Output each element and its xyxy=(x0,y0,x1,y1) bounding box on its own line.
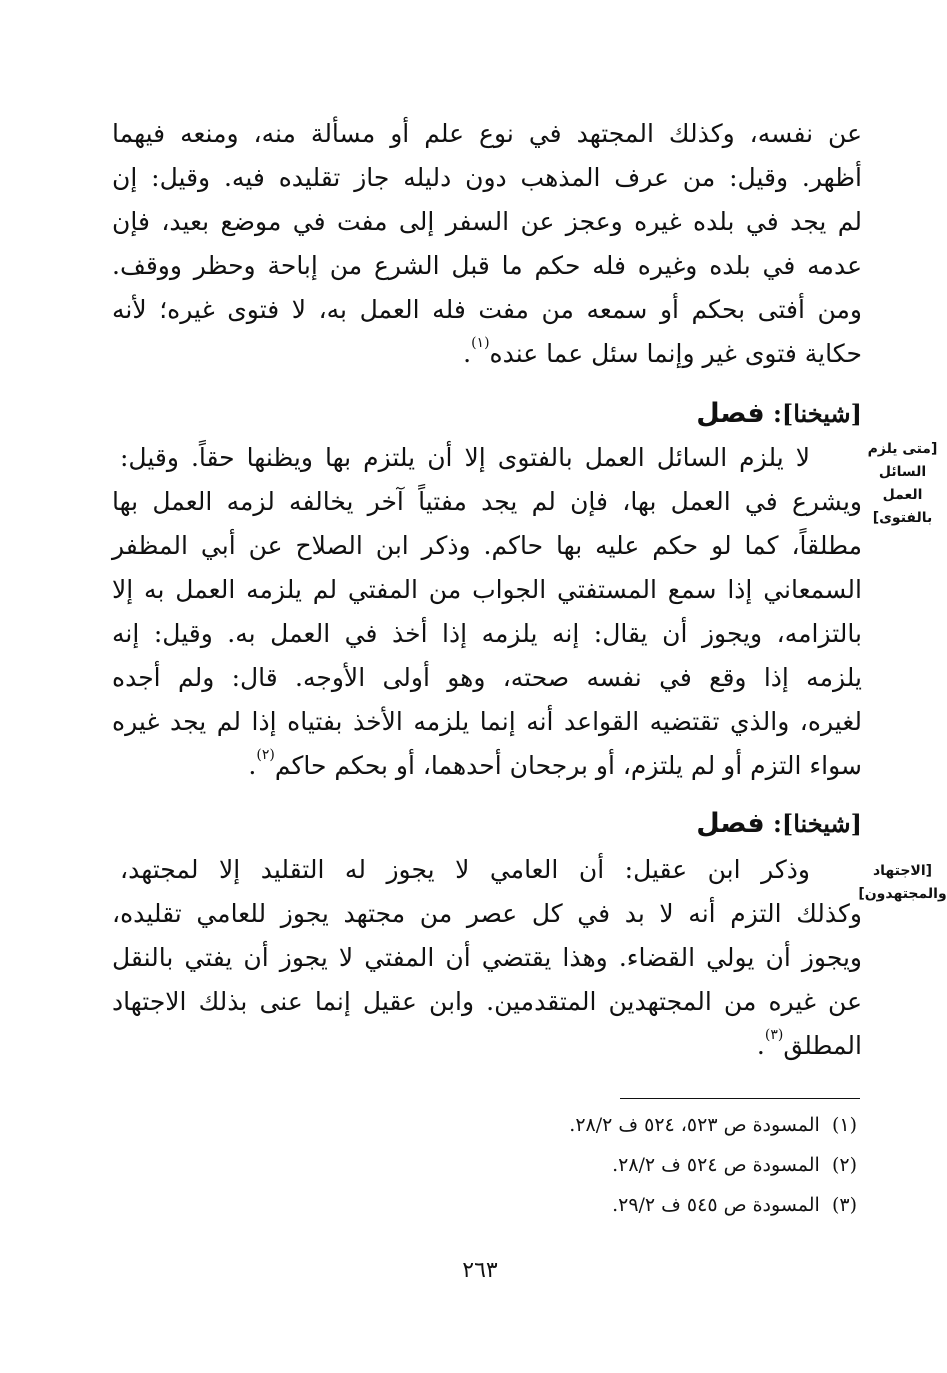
text-line: لغيره، والذي تقتضيه القواعد أنه إنما يلزمه الأخذ بفتياه إذا لم يجد غيره xyxy=(112,707,862,736)
text-line: ومن أفتى بحكم أو سمعه من مفت فله العمل به، لا فتوى غيره؛ لأنه xyxy=(112,295,862,324)
text-line: وذكر ابن عقيل: أن العامي لا يجوز له التقليد إلا لمجتهد، xyxy=(120,855,810,884)
text-line: السمعاني إذا سمع المستفتي الجواب من المفتي لم يلزمه العمل به إلا xyxy=(112,575,862,604)
footnote-number: (٢) xyxy=(831,1154,857,1176)
footnote-text: المسودة ص ٥٤٥ ف ٢٩/٢. xyxy=(612,1194,820,1216)
footnote-number: (١) xyxy=(831,1114,857,1136)
text-line-content: المطلق xyxy=(783,1031,862,1060)
text-line xyxy=(112,332,862,376)
footnote xyxy=(569,1185,857,1225)
text-line: أظهر. وقيل: من عرف المذهب دون دليله جاز تقليده فيه. وقيل: إن xyxy=(112,163,863,192)
section1-paragraph-cont xyxy=(112,480,862,788)
heading-word: فصل xyxy=(696,808,765,839)
text-line xyxy=(112,744,862,788)
margin-note xyxy=(858,438,947,530)
margin-note xyxy=(858,860,947,906)
page-number: ٢٦٣ xyxy=(462,1258,498,1283)
text-line: لا يلزم السائل العمل بالفتوى إلا أن يلتزم بها ويظنها حقاً. وقيل: xyxy=(120,443,810,472)
footnote-number: (٣) xyxy=(831,1194,857,1216)
text-line: لم يجد في بلده غيره وعجز عن السفر إلى مفت في موضع بعيد، فإن xyxy=(112,207,862,236)
text-line: ويجوز أن يولي القضاء. وهذا يقتضي أن المفتي لا يجوز أن يفتي بالنقل xyxy=(112,943,862,972)
footnote-text: المسودة ص ٥٢٤ ف ٢٨/٢. xyxy=(612,1154,820,1176)
text-line-content: سواء التزم أو لم يلتزم، أو برجحان أحدهما، أو بحكم حاكم xyxy=(274,751,862,780)
section1-paragraph xyxy=(120,436,810,480)
section2-paragraph-cont xyxy=(112,892,862,1068)
section-heading xyxy=(696,398,862,430)
sentence-end: . xyxy=(756,1031,765,1060)
footnote-text: المسودة ص ٥٢٣، ٥٢٤ ف ٢٨/٢. xyxy=(569,1114,820,1136)
text-line: بالتزامه، ويجوز أن يقال: إنه يلزمه إذا أخذ في العمل به. وقيل: إنه xyxy=(112,619,862,648)
text-line: عدمه في بلده وغيره فله حكم ما قبل الشرع من إباحة وحظر ووقف. xyxy=(112,251,862,280)
margin-note-line: العمل xyxy=(882,487,923,503)
sentence-end: . xyxy=(463,339,472,368)
section-heading xyxy=(696,808,862,840)
footnote xyxy=(569,1145,857,1185)
text-line: عن نفسه، وكذلك المجتهد في نوع علم أو مسألة منه، ومنعه فيهما xyxy=(112,119,862,148)
margin-note-line: بالفتوى] xyxy=(872,510,933,526)
text-line-content: حكاية فتوى غير وإنما سئل عما عنده xyxy=(489,339,862,368)
footnote-separator xyxy=(620,1098,860,1099)
footnote-ref: (٣) xyxy=(764,1027,784,1043)
text-line: وكذلك التزم أنه لا بد في كل عصر من مجتهد يجوز للعامي تقليده، xyxy=(112,899,862,928)
text-line: يلزمه إذا وقع في نفسه صحته، وهو أولى الأوجه. قال: ولم أجده xyxy=(112,663,862,692)
heading-word: فصل xyxy=(696,398,765,429)
text-line: ويشرع في العمل بها، فإن لم يجد مفتياً آخر يخالفه لزمه العمل بها xyxy=(112,487,862,516)
text-line: مطلقاً، كما لو حكم عليه بها حاكم. وذكر ابن الصلاح عن أبي المظفر xyxy=(112,531,862,560)
footnote-ref: (١) xyxy=(471,335,490,351)
margin-note-line: [الاجتهاد xyxy=(872,863,933,879)
margin-note-line: [متى يلزم xyxy=(867,441,938,457)
sentence-end: . xyxy=(248,751,257,780)
footnote-ref: (٢) xyxy=(256,747,275,763)
margin-note-line: والمجتهدون] xyxy=(858,886,947,902)
margin-note-line: السائل xyxy=(878,464,927,480)
section2-paragraph xyxy=(120,848,810,892)
text-line: عن غيره من المجتهدين المتقدمين. وابن عقيل إنما عنى بذلك الاجتهاد xyxy=(112,987,862,1016)
text-line xyxy=(112,1024,862,1068)
heading-prefix: [شيخنا]: xyxy=(773,399,862,428)
footnotes xyxy=(569,1105,857,1225)
paragraph-continuation xyxy=(112,112,862,376)
heading-prefix: [شيخنا]: xyxy=(773,809,862,838)
footnote xyxy=(569,1105,857,1145)
